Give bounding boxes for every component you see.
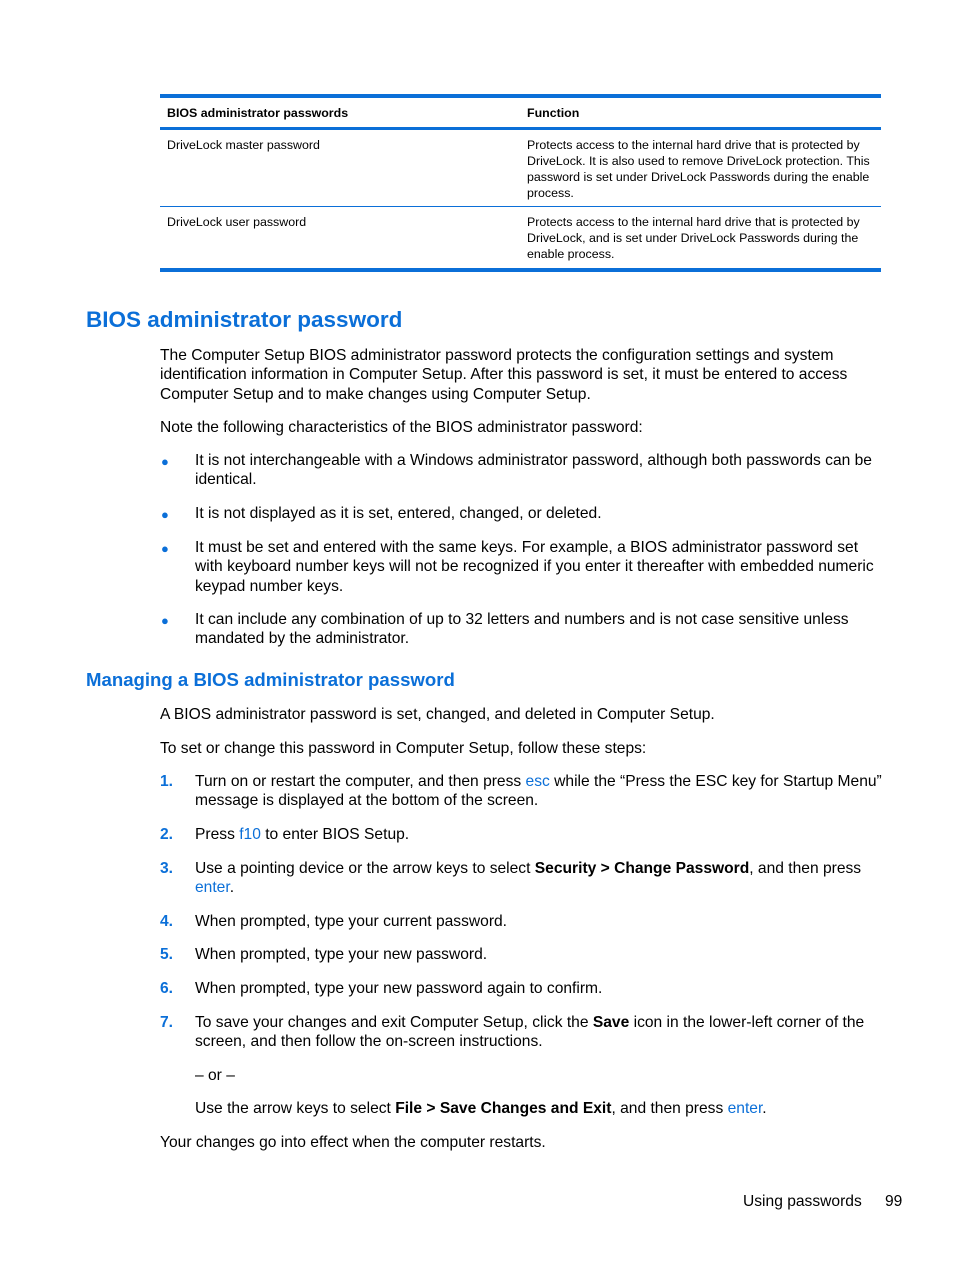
paragraph-line: identification information in Computer Setup. After this password is set, it must be entered to access — [160, 366, 848, 384]
table-header-rule — [160, 127, 881, 130]
step-number: 7. — [160, 1014, 174, 1031]
bullet-icon: ● — [161, 507, 169, 522]
list-item-line: with keyboard number keys will not be recognized if you enter it thereafter with embedded numeric — [195, 558, 874, 576]
step-text: , and then press — [611, 1100, 728, 1117]
table-cell-line: process. — [527, 186, 574, 200]
menu-path: Security > Change Password — [534, 860, 750, 877]
step-line — [195, 825, 885, 844]
step-line — [195, 772, 885, 791]
subsection-paragraph: A BIOS administrator password is set, changed, and deleted in Computer Setup. — [160, 706, 715, 723]
section-title: BIOS administrator password — [86, 307, 403, 332]
table-row-function — [527, 214, 881, 262]
step-text: Use a pointing device or the arrow keys to select — [195, 860, 535, 877]
list-item-line: It is not displayed as it is set, entered, changed, or deleted. — [195, 505, 602, 522]
step-text: to enter BIOS Setup. — [260, 826, 410, 843]
key-f10: f10 — [239, 826, 261, 843]
table-header-name: BIOS administrator passwords — [167, 106, 349, 120]
or-separator: – or – — [195, 1067, 235, 1084]
table-bottom-rule — [160, 268, 881, 272]
table-row-function — [527, 137, 881, 201]
save-label: Save — [592, 1014, 630, 1031]
table-cell-line: DriveLock. It is also used to remove DriveLock protection. This — [527, 154, 870, 168]
step-line: message is displayed at the bottom of the screen. — [195, 792, 539, 810]
key-enter: enter — [727, 1100, 763, 1117]
list-item-line: keypad number keys. — [195, 577, 344, 595]
step-text: Press — [195, 826, 240, 843]
table-cell-line: DriveLock, and is set under DriveLock Passwords during the — [527, 231, 859, 245]
key-esc: esc — [525, 773, 550, 790]
list-item-line: identical. — [195, 471, 257, 489]
step-line — [195, 878, 885, 897]
table-header-function: Function — [527, 106, 580, 120]
note-paragraph: Note the following characteristics of the BIOS administrator password: — [160, 419, 643, 436]
step-line: When prompted, type your new password. — [195, 946, 488, 963]
table-row-name: DriveLock user password — [167, 215, 307, 229]
step-number: 1. — [160, 773, 174, 790]
table-cell-line: Protects access to the internal hard drive that is protected by — [527, 138, 860, 152]
step-line — [195, 859, 885, 878]
bullet-icon: ● — [161, 613, 169, 628]
step-text: , and then press — [749, 860, 862, 877]
table-cell-line: Protects access to the internal hard drive that is protected by — [527, 215, 860, 229]
page-number: 99 — [885, 1193, 903, 1210]
table-top-rule — [160, 94, 881, 98]
step-number: 5. — [160, 946, 174, 963]
step-text: Use the arrow keys to select — [195, 1100, 396, 1117]
list-item-line: It must be set and entered with the same keys. For example, a BIOS administrator password set — [195, 539, 859, 556]
bullet-icon: ● — [161, 454, 169, 469]
list-item-line: It is not interchangeable with a Windows administrator password, although both passwords can be — [195, 452, 872, 469]
footer-section-name: Using passwords — [743, 1193, 862, 1210]
step-text: Turn on or restart the computer, and then press — [195, 773, 526, 790]
step-line: When prompted, type your new password again to confirm. — [195, 980, 603, 997]
bullet-icon: ● — [161, 541, 169, 556]
paragraph-line: Computer Setup and to make changes using Computer Setup. — [160, 385, 591, 403]
table-row-divider — [160, 206, 881, 207]
step-number: 6. — [160, 980, 174, 997]
list-item-line: It can include any combination of up to 32 letters and numbers and is not case sensitive unless — [195, 611, 849, 628]
key-enter: enter — [195, 879, 230, 897]
table-row-name: DriveLock master password — [167, 138, 320, 152]
subsection-title: Managing a BIOS administrator password — [86, 669, 455, 690]
menu-path: File > Save Changes and Exit — [395, 1100, 612, 1117]
table-cell-line: enable process. — [527, 247, 615, 261]
steps-intro: To set or change this password in Computer Setup, follow these steps: — [160, 740, 647, 757]
step-text: while the “Press the ESC key for Startup Menu” — [549, 773, 882, 790]
step-line: screen, and then follow the on-screen instructions. — [195, 1033, 543, 1051]
list-item-line: mandated by the administrator. — [195, 630, 410, 648]
paragraph-line: The Computer Setup BIOS administrator password protects the configuration settings and system — [160, 347, 834, 364]
step-line — [195, 1013, 885, 1032]
step-line: When prompted, type your current password. — [195, 913, 508, 930]
step-text: icon in the lower-left corner of the — [629, 1014, 865, 1031]
step-text: . — [762, 1100, 767, 1117]
step-text: . — [229, 879, 235, 897]
step-line — [195, 1099, 767, 1118]
step-number: 4. — [160, 913, 174, 930]
table-cell-line: password is set under DriveLock Passwords during the enable — [527, 170, 870, 184]
step-number: 2. — [160, 826, 174, 843]
step-number: 3. — [160, 860, 174, 877]
closing-paragraph: Your changes go into effect when the computer restarts. — [160, 1134, 546, 1151]
step-text: To save your changes and exit Computer Setup, click the — [195, 1014, 593, 1031]
intro-paragraph — [160, 346, 882, 404]
